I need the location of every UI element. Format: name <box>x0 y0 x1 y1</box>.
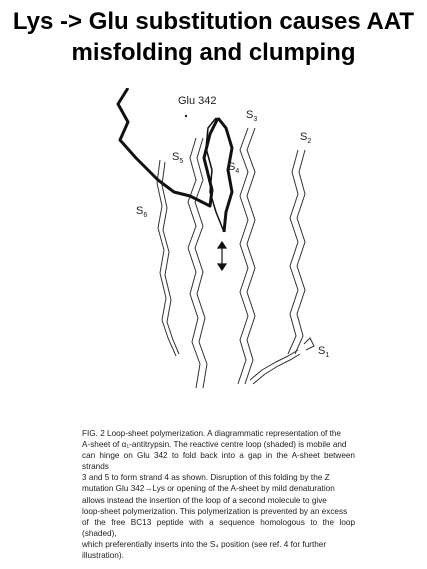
strand-s1 <box>250 338 314 384</box>
label-s5: $S_5$ <box>172 151 184 165</box>
label-s4: $S_4$ <box>228 161 240 175</box>
label-s3: $S_3$ <box>246 109 258 123</box>
caption-line-4: 3 and 5 to form strand 4 as shown. Disruption of this folding by the Z <box>82 473 330 483</box>
ribbon-diagram <box>100 88 340 418</box>
caption-line-7: loop-sheet polymerization. This polymerization is prevented by an excess <box>82 506 348 516</box>
slide-title-line-1: Lys -> Glu substitution causes AAT <box>12 8 415 35</box>
label-glu-342: Glu 342 <box>178 95 217 107</box>
caption-line-6: allows instead the insertion of the loop of a second molecule to give <box>82 495 327 505</box>
figure-caption <box>82 428 355 561</box>
caption-line-8: of the free BC13 peptide with a sequence homologous to the loop (shaded), <box>82 517 355 538</box>
caption-line-5: mutation Glu 342→Lys or opening of the A-sheet by mild denaturation <box>82 484 335 494</box>
strand-s6 <box>157 160 179 356</box>
movement-arrow <box>218 242 226 270</box>
slide-title-line-2: misfolding and clumping <box>71 39 356 66</box>
slide-title <box>0 6 427 68</box>
strand-s2 <box>288 150 305 354</box>
caption-line-9: which preferentially inserts into the S₄ position (see ref. 4 for further <box>82 539 327 549</box>
caption-line-3: can hinge on Glu 342 to fold back into a gap in the A-sheet between strands <box>82 451 355 472</box>
glu-342-marker <box>185 115 187 117</box>
caption-line-2: A-sheet of α₁-antitrypsin. The reactive centre loop (shaded) is mobile and <box>82 440 347 450</box>
label-s6: $S_6$ <box>136 205 148 219</box>
strand-s3 <box>238 128 255 384</box>
label-s1: $S_1$ <box>318 345 330 359</box>
label-s2: $S_2$ <box>300 131 312 145</box>
strand-s5 <box>188 138 207 388</box>
caption-line-10: illustration). <box>82 551 124 561</box>
ribbon-diagram-svg <box>100 88 340 418</box>
caption-line-1: FIG. 2 Loop-sheet polymerization. A diagrammatic representation of the <box>82 429 341 438</box>
